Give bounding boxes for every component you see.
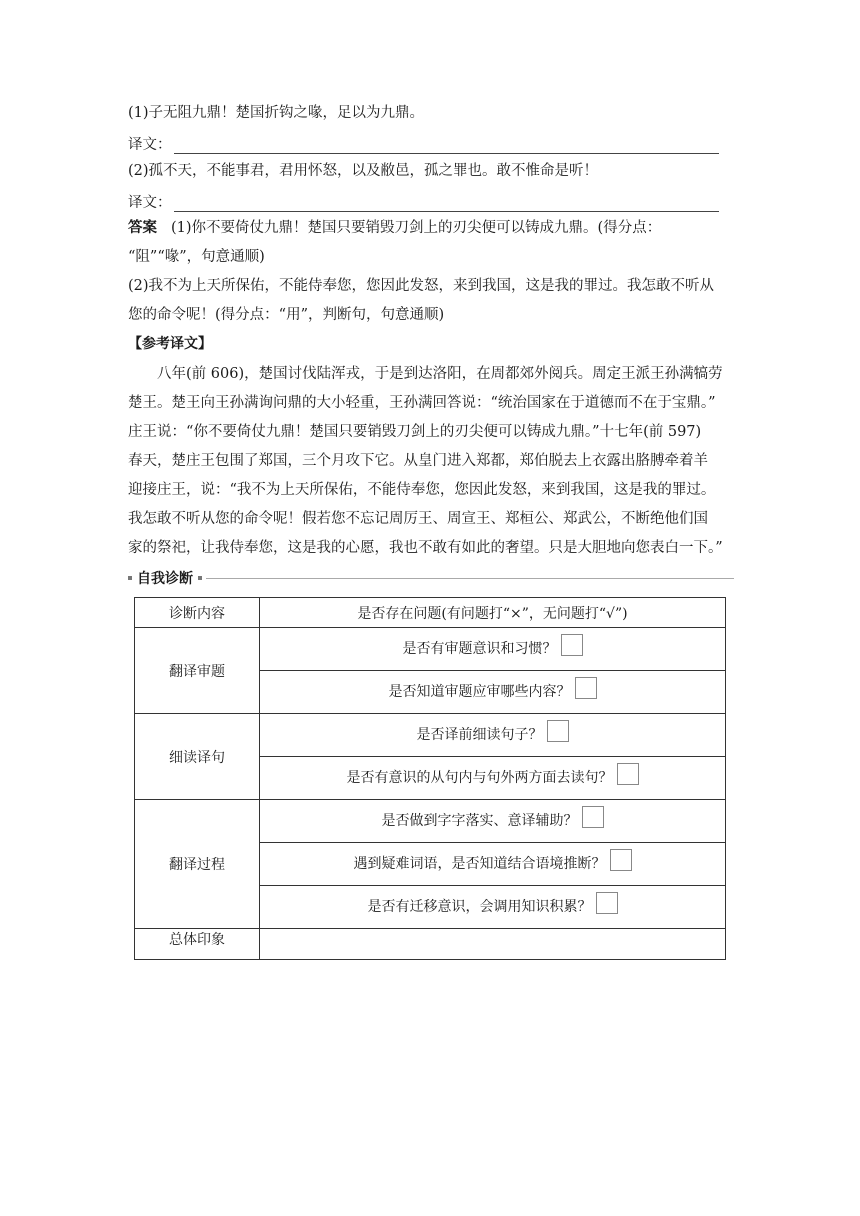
table-header-row (135, 598, 726, 628)
divider (206, 578, 734, 579)
translation-line-1 (128, 126, 734, 154)
square-bullet-icon (128, 576, 132, 580)
item-cell (260, 628, 726, 671)
summary-row (135, 929, 726, 960)
item-cell (260, 843, 726, 886)
check-box[interactable] (547, 720, 569, 742)
answer-block (128, 214, 734, 330)
answer-line-3: (2)我不为上天所保佑，不能侍奉您，您因此发怒，来到我国，这是我的罪过。我怎敢不听从 (128, 278, 715, 294)
item-cell (260, 886, 726, 929)
item-text: 是否有审题意识和习惯？ (402, 641, 557, 657)
table-row (135, 628, 726, 671)
question-2: (2)孤不天，不能事君，君用怀怒，以及敝邑，孤之罪也。敢不惟命是听！ (128, 163, 599, 179)
item-cell (260, 757, 726, 800)
item-text: 是否做到字字落实、意译辅助？ (381, 813, 578, 829)
translation-label: 译文： (128, 195, 172, 211)
reference-line: 八年(前 606)，楚国讨伐陆浑戎，于是到达洛阳，在周都郊外阅兵。周定王派王孙满犒劳 (157, 366, 723, 382)
answer-line-4: 您的命令呢！(得分点：“用”，判断句，句意通顺) (128, 307, 445, 323)
check-box[interactable] (617, 763, 639, 785)
category-cell: 翻译审题 (135, 628, 260, 714)
item-cell (260, 714, 726, 757)
document-page (128, 100, 734, 960)
square-bullet-icon (198, 576, 202, 580)
answer-text-1: (1)你不要倚仗九鼎！楚国只要销毁刀剑上的刃尖便可以铸成九鼎。(得分点： (171, 220, 662, 236)
header-cell: 是否存在问题(有问题打“×”，无问题打“√”) (260, 598, 726, 628)
self-diagnosis-header (128, 567, 734, 589)
item-text: 遇到疑难词语，是否知道结合语境推断？ (353, 856, 606, 872)
item-cell (260, 800, 726, 843)
category-cell: 翻译过程 (135, 800, 260, 929)
check-box[interactable] (575, 677, 597, 699)
check-box[interactable] (610, 849, 632, 871)
translation-label: 译文： (128, 137, 172, 153)
reference-line: 迎接庄王，说：“我不为上天所保佑，不能侍奉您，您因此发怒，来到我国，这是我的罪过。 (128, 482, 716, 498)
check-box[interactable] (561, 634, 583, 656)
reference-paragraph (128, 360, 734, 563)
question-1: (1)子无阻九鼎！楚国折钩之喙，足以为九鼎。 (128, 105, 425, 121)
diagnosis-table (134, 597, 726, 960)
item-text: 是否译前细读句子？ (416, 727, 543, 743)
reference-line: 庄王说：“你不要倚仗九鼎！楚国只要销毁刀剑上的刃尖便可以铸成九鼎。”十七年(前 597) (128, 424, 702, 440)
category-cell: 细读译句 (135, 714, 260, 800)
section-title: 自我诊断 (137, 571, 193, 587)
table-row (135, 800, 726, 843)
reference-line: 楚王。楚王向王孙满询问鼎的大小轻重，王孙满回答说：“统治国家在于道德而不在于宝鼎。” (128, 395, 716, 411)
check-box[interactable] (582, 806, 604, 828)
summary-label: 总体印象 (135, 929, 260, 960)
reference-line: 我怎敢不听从您的命令呢！假若您不忘记周厉王、周宣王、郑桓公、郑武公，不断绝他们国 (128, 511, 708, 527)
item-text: 是否有意识的从句内与句外两方面去读句？ (346, 770, 613, 786)
translation-blank-2[interactable] (174, 193, 719, 212)
item-text: 是否有迁移意识，会调用知识积累？ (367, 899, 592, 915)
header-cell: 诊断内容 (135, 598, 260, 628)
answer-line-2: “阻”“喙”，句意通顺) (128, 249, 265, 265)
reference-line: 家的祭祀，让我侍奉您，这是我的心愿，我也不敢有如此的奢望。只是大胆地向您表白一下。” (128, 540, 723, 556)
table-row (135, 714, 726, 757)
summary-value[interactable] (260, 929, 726, 960)
reference-title: 【参考译文】 (128, 336, 212, 352)
answer-line-1 (128, 214, 734, 243)
translation-line-2 (128, 184, 734, 212)
item-text: 是否知道审题应审哪些内容？ (388, 684, 571, 700)
reference-line: 春天，楚庄王包围了郑国，三个月攻下它。从皇门进入郑都，郑伯脱去上衣露出胳膊牵着羊 (128, 453, 708, 469)
item-cell (260, 671, 726, 714)
translation-blank-1[interactable] (174, 135, 719, 154)
answer-label: 答案 (128, 220, 157, 236)
check-box[interactable] (596, 892, 618, 914)
